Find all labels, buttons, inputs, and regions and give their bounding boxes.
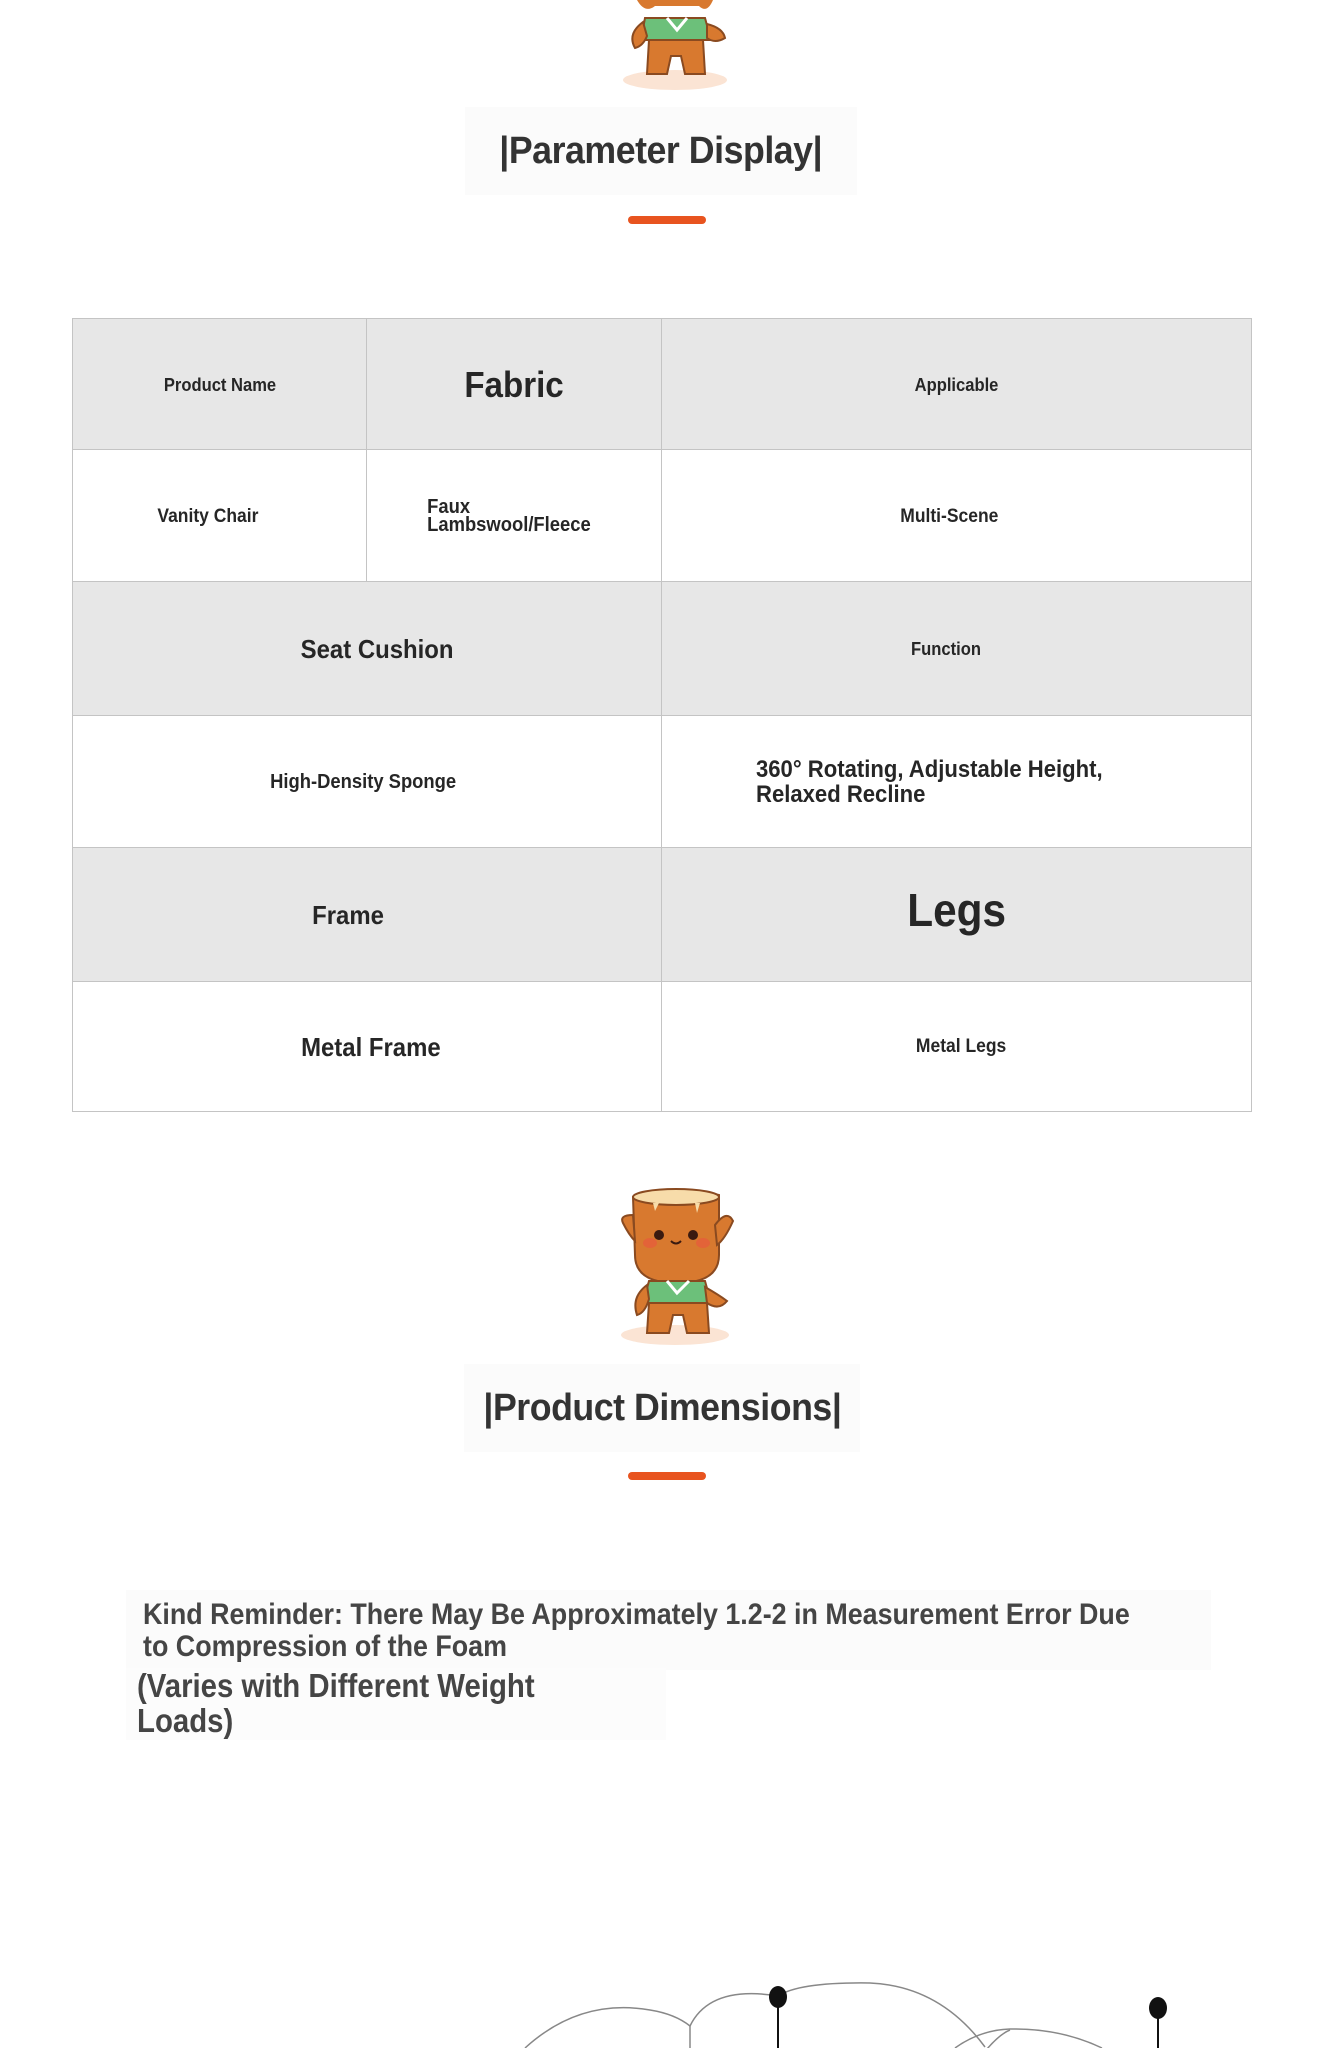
table-cell-frame-value bbox=[72, 981, 663, 1112]
reminder-text-line1: Kind Reminder: There May Be Approximately 1.2-2 in Measurement Error Due bbox=[143, 1598, 1130, 1631]
chair-outline-back bbox=[690, 1983, 985, 2047]
cell-text-line: 360° Rotating, Adjustable Height, bbox=[756, 756, 1103, 783]
cell-text: Product Name bbox=[163, 374, 277, 395]
chair-outline-left-lobe bbox=[525, 2008, 690, 2048]
table-cell-product-name-label bbox=[72, 318, 368, 451]
chair-dimension-diagram bbox=[500, 1950, 1200, 2048]
weight-note-line2: Loads) bbox=[137, 1702, 234, 1739]
cell-text: Function bbox=[910, 639, 981, 659]
heading-underline-accent bbox=[628, 1472, 706, 1480]
cell-text: Seat Cushion bbox=[301, 634, 454, 664]
heading-underline-accent bbox=[628, 216, 706, 224]
cell-text: Legs bbox=[907, 884, 1006, 936]
cell-text: Multi-Scene bbox=[900, 505, 999, 527]
parameter-display-heading: |Parameter Display| bbox=[499, 129, 823, 172]
table-cell-legs-label bbox=[661, 847, 1252, 983]
cell-text: Applicable bbox=[914, 374, 999, 395]
table-cell-fabric-value bbox=[366, 449, 663, 583]
table-cell-applicable-label bbox=[661, 318, 1252, 451]
cell-text-line: Faux bbox=[426, 496, 470, 518]
cell-text: Vanity Chair bbox=[157, 505, 259, 527]
cell-text-line: Relaxed Recline bbox=[756, 781, 926, 808]
table-cell-frame-label bbox=[72, 847, 663, 983]
table-cell-fabric-label bbox=[366, 318, 663, 451]
cell-text: Frame bbox=[312, 900, 385, 930]
parameter-display-heading-box bbox=[465, 107, 857, 195]
table-cell-function-value bbox=[661, 715, 1252, 849]
table-cell-legs-value bbox=[661, 981, 1252, 1112]
cell-text-line: Lambswool/Fleece bbox=[426, 514, 591, 536]
weight-note-line1: (Varies with Different Weight bbox=[137, 1667, 535, 1704]
pin-marker-icon bbox=[769, 1986, 787, 2008]
table-cell-product-name-value bbox=[72, 449, 368, 583]
mascot-icon bbox=[615, 1185, 745, 1347]
table-cell-seat-cushion-value bbox=[72, 715, 663, 849]
chair-outline-right-inner bbox=[987, 2030, 1010, 2048]
cell-text: Metal Frame bbox=[300, 1031, 441, 1062]
cell-text: High-Density Sponge bbox=[270, 771, 457, 793]
parameter-table bbox=[72, 318, 1252, 1112]
chair-outline-right-lobe bbox=[955, 2029, 1102, 2048]
product-dimensions-heading: |Product Dimensions| bbox=[483, 1386, 841, 1429]
mascot-icon bbox=[615, 0, 735, 92]
table-cell-applicable-value bbox=[661, 449, 1252, 583]
pin-marker-icon bbox=[1149, 1997, 1167, 2019]
cell-text: Fabric bbox=[464, 363, 565, 405]
table-cell-seat-cushion-label bbox=[72, 581, 663, 717]
reminder-text-line2: to Compression of the Foam bbox=[143, 1630, 507, 1663]
cell-text: Metal Legs bbox=[916, 1036, 1007, 1057]
table-cell-function-label bbox=[661, 581, 1252, 717]
product-dimensions-heading-box bbox=[464, 1364, 860, 1452]
